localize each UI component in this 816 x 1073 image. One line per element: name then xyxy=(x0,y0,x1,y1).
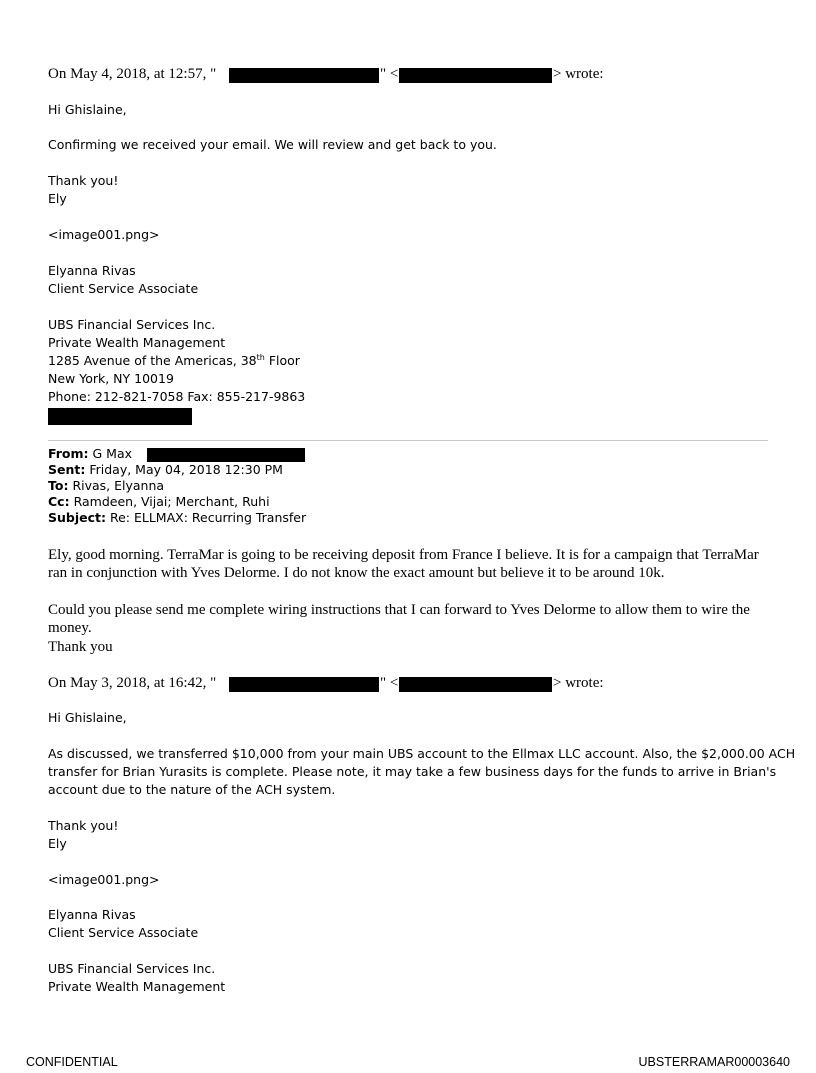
email2-sig-name: Elyanna Rivas xyxy=(48,907,136,922)
redaction-bar xyxy=(229,677,379,692)
header-cc xyxy=(48,494,270,510)
from-label: From: xyxy=(48,446,89,461)
email1-signoff: Ely xyxy=(48,191,67,206)
sent-label: Sent: xyxy=(48,462,86,477)
subject-value: Re: ELLMAX: Recurring Transfer xyxy=(109,510,307,525)
email2-thanks: Thank you! xyxy=(48,818,119,833)
to-label: To: xyxy=(48,478,69,493)
email1-sig-city: New York, NY 10019 xyxy=(48,371,174,386)
email2-wrote-suffix: > wrote: xyxy=(553,675,604,691)
message-paragraph-2: Could you please send me complete wiring instructions that I can forward to Yves Delorme to allow them to wire the money. xyxy=(48,602,750,636)
email2-wrote-prefix: On May 3, 2018, at 16:42, " xyxy=(48,675,217,691)
redaction-bar xyxy=(48,408,192,425)
header-from xyxy=(48,446,132,462)
email1-wrote-mid: " < xyxy=(380,66,399,82)
subject-label: Subject: xyxy=(48,510,106,525)
message-closing: Thank you xyxy=(48,639,113,655)
email2-greeting: Hi Ghislaine, xyxy=(48,710,127,725)
redaction-bar xyxy=(147,448,305,462)
email1-sig-address xyxy=(48,352,300,370)
footer-bates-number: UBSTERRAMAR00003640 xyxy=(638,1055,790,1069)
email1-sig-division: Private Wealth Management xyxy=(48,335,226,350)
email1-wrote-suffix: > wrote: xyxy=(553,66,604,82)
email2-wrote-mid: " < xyxy=(380,675,399,691)
sent-value: Friday, May 04, 2018 12:30 PM xyxy=(89,462,283,477)
email1-greeting: Hi Ghislaine, xyxy=(48,102,127,117)
cc-label: Cc: xyxy=(48,494,70,509)
from-value: G Max xyxy=(92,446,133,461)
address-superscript: th xyxy=(256,352,265,362)
address-floor: Floor xyxy=(264,353,300,368)
email1-sig-phone: Phone: 212-821-7058 Fax: 855-217-9863 xyxy=(48,389,306,404)
email2-sig-title: Client Service Associate xyxy=(48,925,199,940)
email2-body-line-1: As discussed, we transferred $10,000 from your main UBS account to the Ellmax LLC account. Also, the $2,000.00 ACH xyxy=(48,746,796,761)
email1-thanks: Thank you! xyxy=(48,173,119,188)
cc-value: Ramdeen, Vijai; Merchant, Ruhi xyxy=(73,494,270,509)
email1-wrote-prefix: On May 4, 2018, at 12:57, " xyxy=(48,66,217,82)
email1-body: Confirming we received your email. We will review and get back to you. xyxy=(48,137,497,152)
redaction-bar xyxy=(399,68,552,83)
email2-attachment: <image001.png> xyxy=(48,872,160,887)
footer-confidential: CONFIDENTIAL xyxy=(26,1055,118,1069)
email1-sig-title: Client Service Associate xyxy=(48,281,199,296)
email2-body-line-3: account due to the nature of the ACH system. xyxy=(48,782,336,797)
email1-sig-company: UBS Financial Services Inc. xyxy=(48,317,216,332)
header-sent xyxy=(48,462,283,478)
message-paragraph-1: Ely, good morning. TerraMar is going to be receiving deposit from France I believe. It is for a campaign that TerraMar ran in conjunction with Yves Delorme. I do not know the exact amount but believe it to be around 10k. xyxy=(48,547,759,581)
address-text: 1285 Avenue of the Americas, 38 xyxy=(48,353,257,368)
email1-sig-name: Elyanna Rivas xyxy=(48,263,136,278)
redaction-bar xyxy=(229,68,379,83)
email2-signoff: Ely xyxy=(48,836,67,851)
email2-sig-division: Private Wealth Management xyxy=(48,979,226,994)
message-divider xyxy=(48,440,768,441)
header-subject xyxy=(48,510,306,526)
email1-attachment: <image001.png> xyxy=(48,227,160,242)
header-to xyxy=(48,478,164,494)
redaction-bar xyxy=(399,677,552,692)
to-value: Rivas, Elyanna xyxy=(72,478,165,493)
email2-sig-company: UBS Financial Services Inc. xyxy=(48,961,216,976)
email2-body-line-2: transfer for Brian Yurasits is complete. Please note, it may take a few business days for the funds to arrive in Brian's xyxy=(48,764,777,779)
